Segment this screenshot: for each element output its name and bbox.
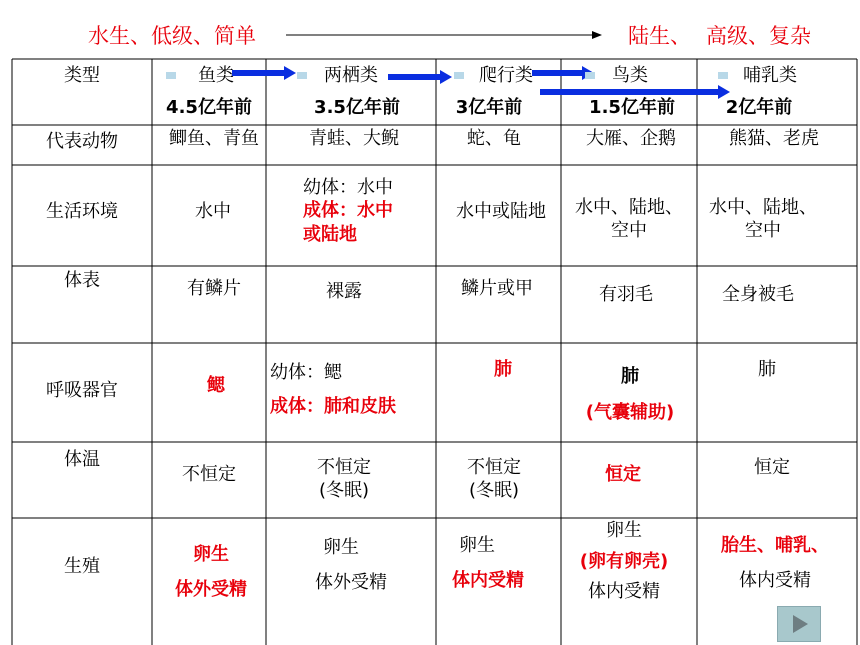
repro-cell: 卵生 (卵有卵壳) 体内受精 bbox=[579, 520, 669, 603]
row-label-repro: 生殖 bbox=[64, 556, 100, 577]
row-label-type: 类型 bbox=[64, 65, 100, 86]
breath-cell: 幼体：鳃 成体：肺和皮肤 bbox=[270, 362, 396, 418]
group-time: 2亿年前 bbox=[725, 97, 793, 118]
bullet-icon bbox=[454, 72, 464, 79]
header-left: 水生、低级、简单 bbox=[88, 24, 256, 48]
rep-animals: 鲫鱼、青鱼 bbox=[169, 128, 259, 149]
group-name: 鱼类 bbox=[198, 65, 234, 86]
breath-cell: 鳃 bbox=[207, 375, 225, 396]
skin-cell: 有鳞片 bbox=[187, 278, 241, 299]
temp-cell: 不恒定 (冬眠) bbox=[317, 457, 371, 501]
bullet-icon bbox=[297, 72, 307, 79]
repro-cell: 胎生、哺乳、 体内受精 bbox=[721, 535, 829, 592]
breath-cell: 肺 (气囊辅助) bbox=[585, 366, 675, 423]
skin-cell: 鳞片或甲 bbox=[461, 278, 533, 299]
repro-cell: 卵生 体内受精 bbox=[452, 535, 524, 592]
bullet-icon bbox=[166, 72, 176, 79]
rep-animals: 熊猫、老虎 bbox=[729, 128, 819, 149]
group-time: 1.5亿年前 bbox=[589, 97, 675, 118]
row-label-skin: 体表 bbox=[64, 270, 100, 291]
row-label-temp: 体温 bbox=[64, 449, 100, 470]
rep-animals: 青蛙、大鲵 bbox=[309, 128, 399, 149]
bullet-icon bbox=[585, 72, 595, 79]
group-name: 鸟类 bbox=[612, 65, 648, 86]
group-name: 哺乳类 bbox=[743, 65, 797, 86]
bullet-icon bbox=[718, 72, 728, 79]
breath-cell: 肺 bbox=[758, 359, 776, 380]
breath-cell: 肺 bbox=[494, 359, 512, 380]
group-name: 爬行类 bbox=[479, 65, 533, 86]
temp-cell: 恒定 bbox=[605, 464, 641, 485]
temp-cell: 不恒定 (冬眠) bbox=[467, 457, 521, 501]
group-name: 两栖类 bbox=[324, 65, 378, 86]
env-cell: 水中或陆地 bbox=[456, 201, 546, 222]
repro-cell: 卵生 体外受精 bbox=[315, 537, 387, 594]
group-time: 4.5亿年前 bbox=[166, 97, 252, 118]
row-label-breath: 呼吸器官 bbox=[46, 380, 118, 401]
skin-cell: 裸露 bbox=[326, 281, 362, 302]
play-triangle-icon bbox=[778, 607, 820, 641]
skin-cell: 全身被毛 bbox=[722, 284, 794, 305]
row-label-rep: 代表动物 bbox=[46, 131, 118, 152]
next-slide-button[interactable] bbox=[777, 606, 821, 642]
env-cell: 水中、陆地、 空中 bbox=[575, 197, 683, 241]
header-right-2: 高级、复杂 bbox=[706, 24, 811, 48]
rep-animals: 蛇、龟 bbox=[467, 128, 521, 149]
row-label-env: 生活环境 bbox=[46, 201, 118, 222]
env-cell: 幼体：水中 成体：水中 或陆地 bbox=[303, 177, 393, 245]
repro-cell: 卵生 体外受精 bbox=[175, 544, 247, 601]
header-right-1: 陆生、 bbox=[628, 24, 691, 48]
temp-cell: 不恒定 bbox=[182, 464, 236, 485]
temp-cell: 恒定 bbox=[754, 457, 790, 478]
rep-animals: 大雁、企鹅 bbox=[586, 128, 676, 149]
env-cell: 水中、陆地、 空中 bbox=[709, 197, 817, 241]
group-time: 3亿年前 bbox=[455, 97, 523, 118]
env-cell: 水中 bbox=[195, 201, 231, 222]
skin-cell: 有羽毛 bbox=[599, 284, 653, 305]
group-time: 3.5亿年前 bbox=[314, 97, 400, 118]
